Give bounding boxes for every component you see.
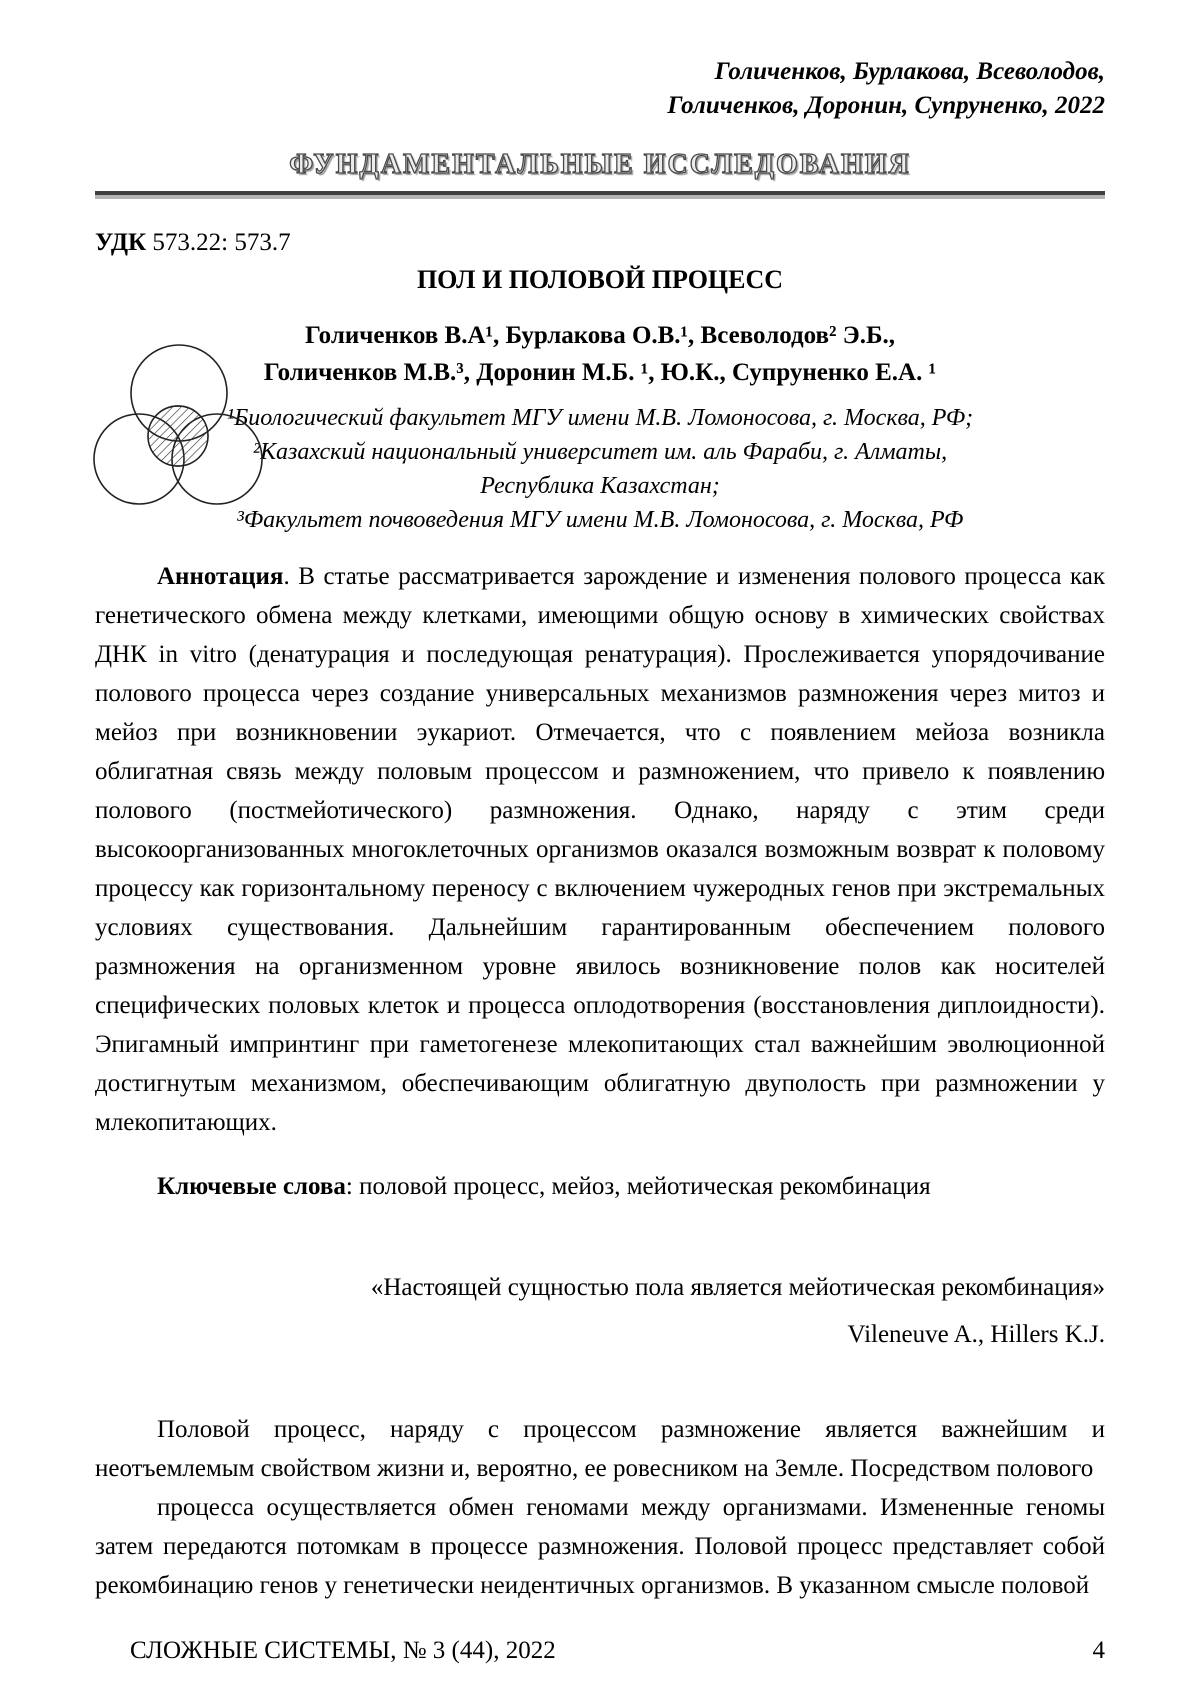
body-paragraph-2: процесса осуществляется обмен геномами между организмами. Измененные геномы затем передаются потомкам в процессе размножения. Половой процесс представляет собой рекомбинацию генов у генетически неидентичных организмов. В указанном смысле половой (95, 1494, 1105, 1599)
journal-header: ФУНДАМЕНТАЛЬНЫЕ ИССЛЕДОВАНИЯ (289, 149, 911, 180)
abstract-text: . В статье рассматривается зарождение и изменения полового процесса как генетического обмена между клетками, имеющими общую основу в химических свойствах ДНК in vitro (денатурация и последующая ренатурация). Прослеживается упорядочивание полового процесса через создание универсальных механизмов размножения через митоз и мейоз при возникновении эукариот. Отмечается, что с появлением мейоза возникла облигатная связь между половым процессом и размножением, что привело к появлению полового (постмейотического) размножения. Однако, наряду с этим среди высокоорганизованных многоклеточных организмов оказался возможным возврат к половому процессу как горизонтальному переносу с включением чужеродных генов при экстремальных условиях существования. Дальнейшим гарантированным обеспечением полового размножения на организменном уровне явилось возникновение полов как носителей специфических половых клеток и процесса оплодотворения (восстановления диплоидности). Эпигамный импринтинг при гаметогенезе млекопитающих стал важнейшим эволюционной достигнутым механизмом, обеспечивающим облигатную двуполость при размножении у млекопитающих. (95, 563, 1105, 1136)
epigraph-author: Vileneuve A., Hillers K.J. (847, 1321, 1105, 1348)
body-text (95, 1410, 1105, 1605)
overlapping-circles-logo (87, 331, 267, 536)
page-title: ПОЛ И ПОЛОВОЙ ПРОЦЕСС (416, 265, 784, 294)
keywords-label: Ключевые слова (157, 1173, 346, 1200)
affiliation-2: ²Казахский национальный университет им. аль Фараби, г. Алматы, (252, 439, 948, 465)
udk-value: 573.22: 573.7 (146, 229, 291, 256)
affiliation-3: ³Факультет почвоведения МГУ имени М.В. Ломоносова, г. Москва, РФ (236, 507, 964, 533)
udk-row (95, 229, 1105, 257)
byline-line-1: Голиченков, Бурлакова, Всеволодов, (714, 58, 1105, 85)
page-footer (95, 1637, 1105, 1665)
udk-label: УДК (95, 229, 147, 256)
authors-line-1: Голиченков В.А¹, Бурлакова О.В.¹, Всеволодов² Э.Б., (304, 322, 896, 349)
affiliation-1: ¹Биологический факультет МГУ имени М.В. Ломоносова, г. Москва, РФ; (226, 405, 974, 431)
footer-page-number: 4 (1092, 1637, 1105, 1664)
abstract-label: Аннотация (157, 563, 284, 590)
affiliation-2b: Республика Казахстан; (480, 473, 720, 499)
keywords-text: : половой процесс, мейоз, мейотическая рекомбинация (345, 1173, 931, 1200)
byline-line-2: Голиченков, Доронин, Супруненко, 2022 (667, 92, 1105, 119)
epigraph-quote: «Настоящей сущностью пола является мейотическая рекомбинация» (370, 1274, 1105, 1301)
abstract-paragraph (95, 557, 1105, 1142)
head-area (95, 317, 1105, 537)
body-paragraph-1: Половой процесс, наряду с процессом размножение является важнейшим и неотъемлемым свойством жизни и, вероятно, ее ровесником на Земле. Посредством полового (95, 1416, 1105, 1482)
header-rule (95, 191, 1105, 195)
authors-line-2: Голиченков М.В.³, Доронин М.Б. ¹, Ю.К., Супруненко Е.А. ¹ (263, 359, 937, 386)
footer-journal-info: СЛОЖНЫЕ СИСТЕМЫ, № 3 (44), 2022 (130, 1637, 556, 1664)
epigraph (95, 1264, 1105, 1358)
byline (95, 55, 1105, 123)
keywords-paragraph (95, 1167, 1105, 1206)
